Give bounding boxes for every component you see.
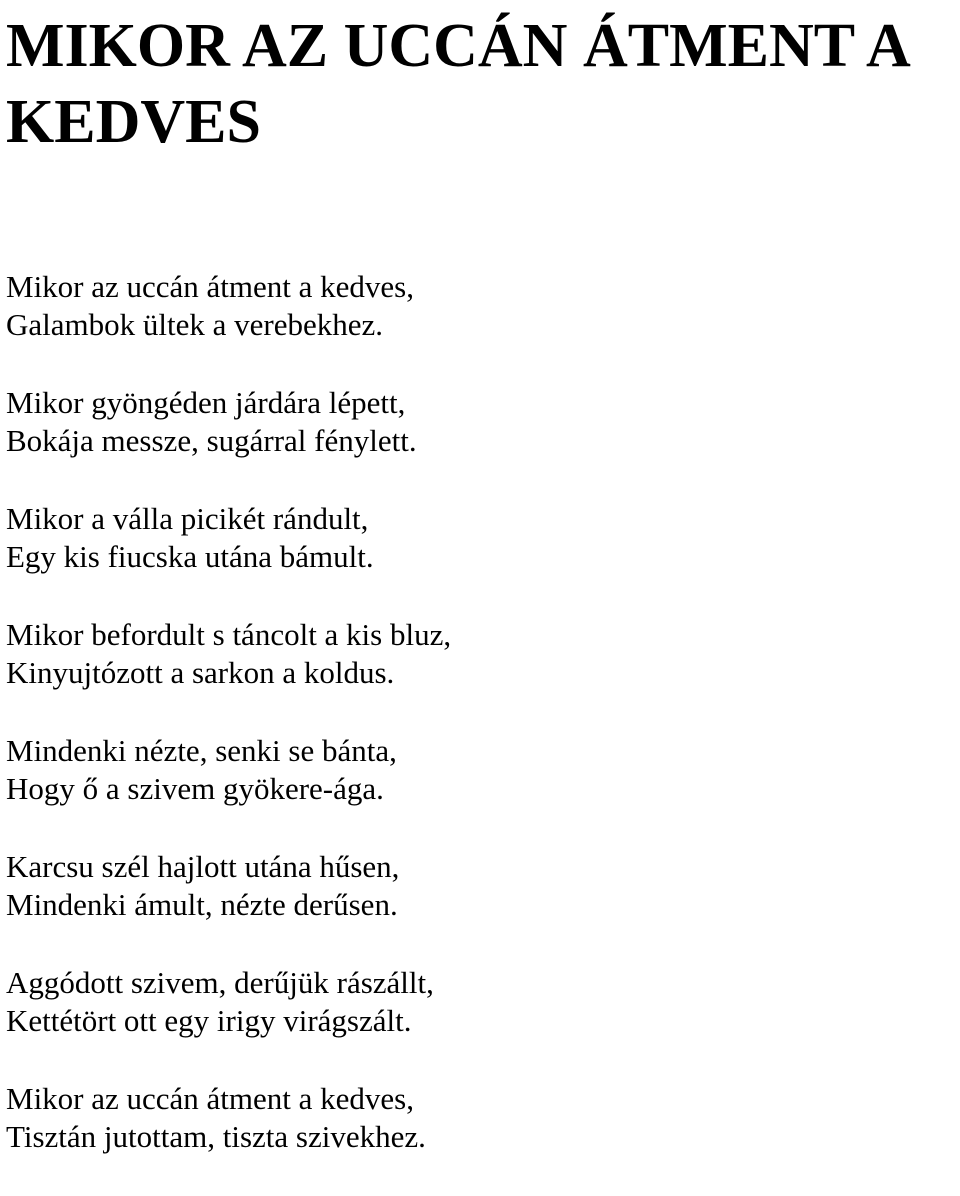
poem-line: Hogy ő a szivem gyökere-ága. bbox=[6, 771, 384, 806]
poem-line: Bokája messze, sugárral fénylett. bbox=[6, 423, 417, 458]
stanza-6 bbox=[6, 848, 956, 924]
poem-title: MIKOR AZ UCCÁN ÁTMENT A KEDVES bbox=[6, 12, 908, 156]
poem-line: Mindenki nézte, senki se bánta, bbox=[6, 733, 397, 768]
stanza-1 bbox=[6, 268, 956, 344]
document-page bbox=[6, 0, 956, 1154]
poem-line: Mikor az uccán átment a kedves, bbox=[6, 269, 414, 304]
poem-line: Galambok ültek a verebekhez. bbox=[6, 307, 383, 342]
poem-line: Aggódott szivem, derűjük rászállt, bbox=[6, 965, 434, 1000]
stanza-4 bbox=[6, 616, 956, 692]
stanza-7 bbox=[6, 964, 956, 1040]
stanza-2 bbox=[6, 384, 956, 460]
poem-line: Tisztán jutottam, tiszta szivekhez. bbox=[6, 1119, 426, 1154]
stanza-5 bbox=[6, 732, 956, 808]
poem-line: Kinyujtózott a sarkon a koldus. bbox=[6, 655, 395, 690]
poem-line: Mikor befordult s táncolt a kis bluz, bbox=[6, 617, 452, 652]
stanza-8 bbox=[6, 1080, 956, 1156]
poem-line: Mindenki ámult, nézte derűsen. bbox=[6, 887, 398, 922]
poem-line: Karcsu szél hajlott utána hűsen, bbox=[6, 849, 400, 884]
poem-line: Mikor gyöngéden járdára lépett, bbox=[6, 385, 406, 420]
stanza-3 bbox=[6, 500, 956, 576]
poem-line: Egy kis fiucska utána bámult. bbox=[6, 539, 374, 574]
poem-line: Mikor a válla picikét rándult, bbox=[6, 501, 369, 536]
poem-body bbox=[6, 268, 956, 1196]
poem-line: Mikor az uccán átment a kedves, bbox=[6, 1081, 414, 1116]
poem-line: Kettétört ott egy irigy virágszált. bbox=[6, 1003, 412, 1038]
